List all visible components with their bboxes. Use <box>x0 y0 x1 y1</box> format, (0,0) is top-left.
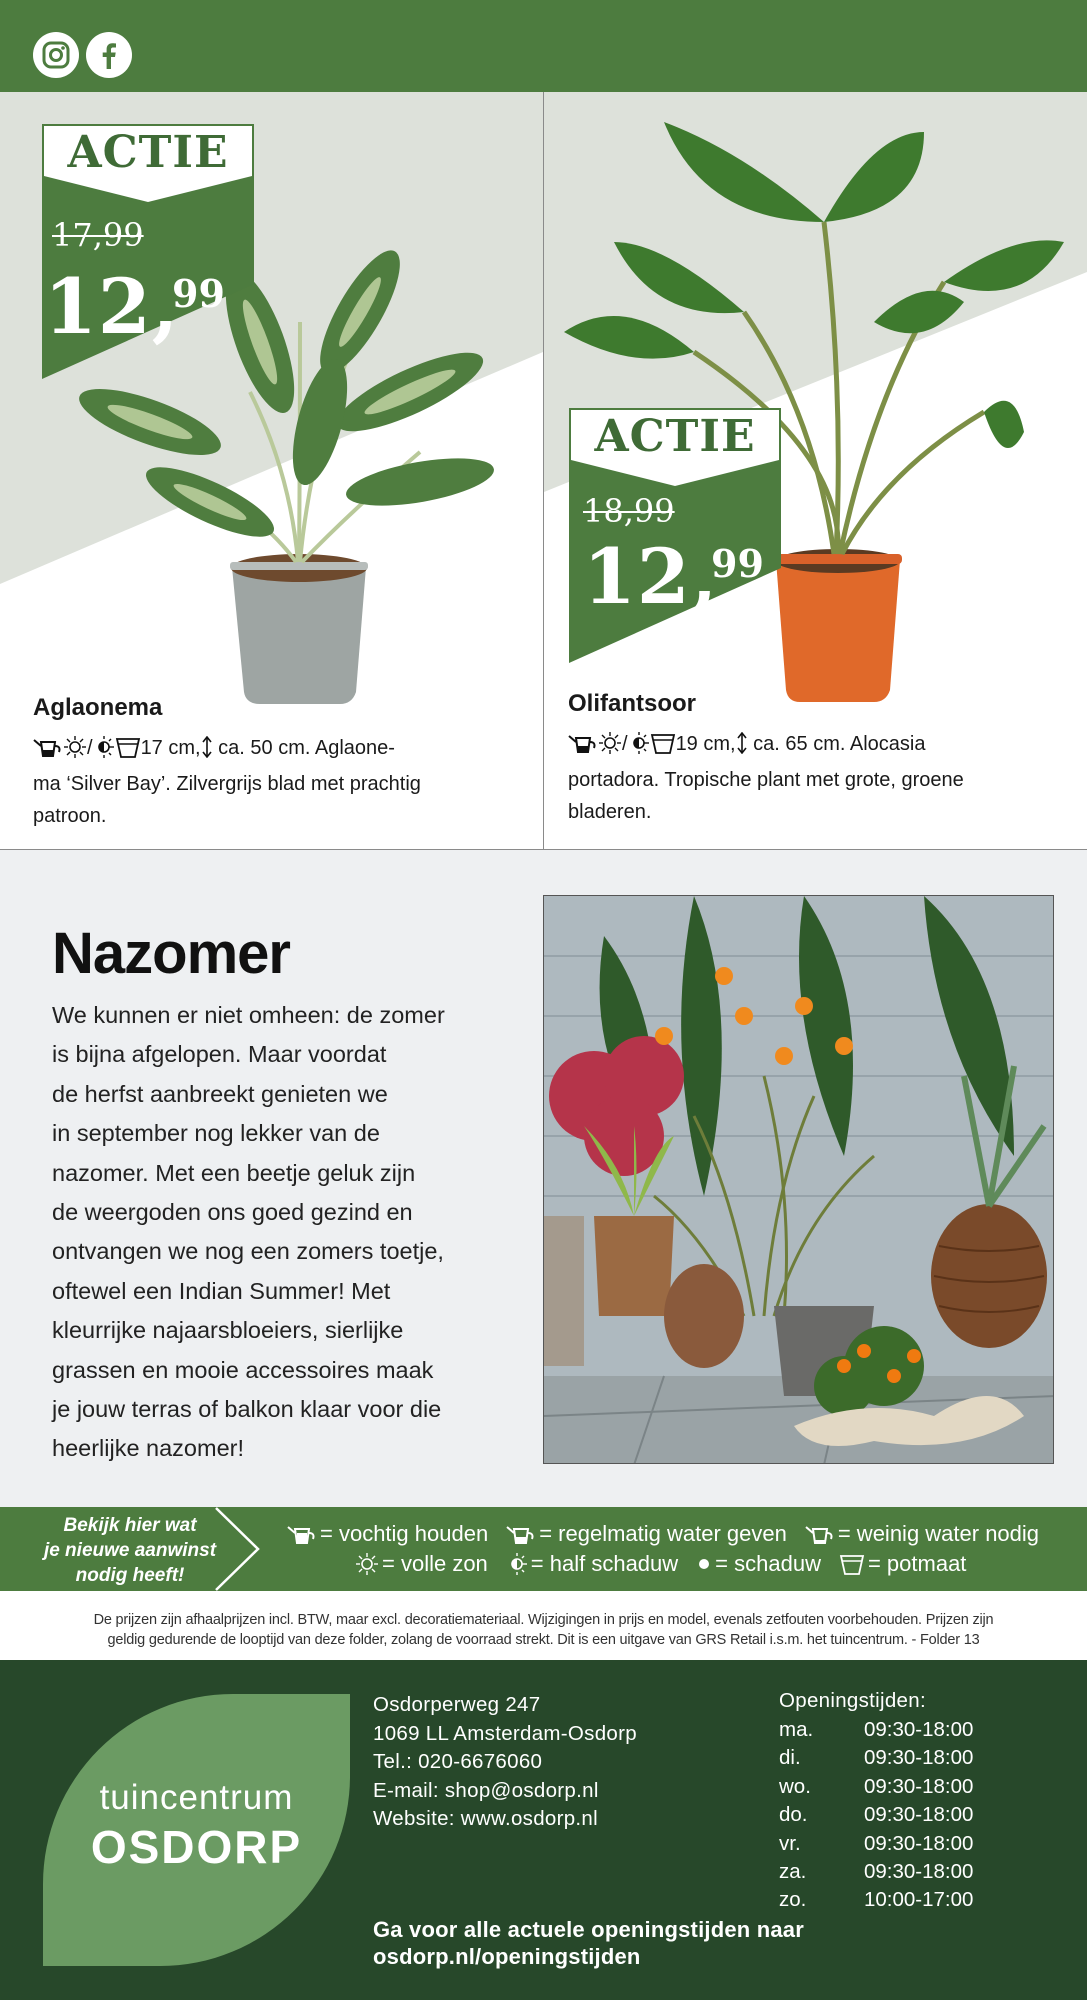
desc-line3: bladeren. <box>568 801 652 823</box>
body-line: de weergoden ons goed gezind en <box>52 1199 413 1226</box>
desc-line3: patroon. <box>33 805 107 827</box>
new-price-main: 12, <box>583 532 719 621</box>
body-line: ontvangen we nog een zomers toetje, <box>52 1238 444 1265</box>
address-street: Osdorperweg 247 <box>373 1693 541 1716</box>
hours-time: 09:30-18:00 <box>864 1774 974 1798</box>
price-badge <box>569 408 781 663</box>
body-line: nazomer. Met een beetje geluk zijn <box>52 1159 416 1186</box>
facebook-icon[interactable] <box>86 32 132 78</box>
new-price-main: 12, <box>44 262 180 351</box>
opening-hours-list <box>779 1716 973 1915</box>
hours-row <box>779 1744 973 1772</box>
watering-can-icon <box>33 736 63 768</box>
old-price: 17,99 <box>52 216 144 254</box>
hours-time: 09:30-18:00 <box>864 1831 974 1855</box>
height-arrow-icon <box>201 736 213 768</box>
body-line: de herfst aanbreekt genieten we <box>52 1080 388 1107</box>
sun-icon <box>63 736 87 768</box>
legend-pot: = potmaat <box>867 1551 967 1576</box>
watering-can-empty-icon <box>805 1523 835 1545</box>
half-shade-icon <box>93 736 115 768</box>
legend-row-water <box>287 1521 1053 1547</box>
actie-label: ACTIE <box>67 127 229 178</box>
bekijk-cta-link[interactable] <box>20 1513 240 1588</box>
legend-zon: = volle zon <box>382 1551 488 1576</box>
new-price-cents: 99 <box>711 541 764 586</box>
pot-size: 19 cm, <box>675 733 736 755</box>
hours-day: di. <box>779 1746 801 1770</box>
chevron-right-icon <box>212 1506 262 1592</box>
pot-icon <box>650 732 676 764</box>
plant-height: ca. 50 cm. <box>212 737 311 759</box>
new-price-cents: 99 <box>172 271 225 316</box>
disclaimer-line: De prijzen zijn afhaalprijzen incl. BTW, maar excl. decoratiemateriaal. Wijzigingen in prijs en model, evenals zetfouten voorbehouden. Prijzen zijn <box>93 1612 994 1628</box>
watering-can-half-icon <box>506 1523 536 1545</box>
hours-day: wo. <box>779 1774 811 1798</box>
hours-row <box>779 1716 973 1744</box>
hours-row <box>779 1858 973 1886</box>
shade-icon <box>696 1553 712 1575</box>
disclaimer-line: geldig gedurende de looptijd van deze folder, zolang de voorraad strekt. Dit is een uitgave van GRS Retail i.s.m. het tuincentrum. - Folder 13 <box>107 1632 980 1648</box>
hours-time: 09:30-18:00 <box>864 1803 974 1827</box>
product-card-aglaonema[interactable] <box>0 92 543 850</box>
body-line: je jouw terras of balkon klaar voor die <box>52 1396 442 1423</box>
old-price: 18,99 <box>583 492 675 530</box>
sun-icon <box>598 732 622 764</box>
logo-line2: OSDORP <box>90 1821 303 1873</box>
cta-line: Bekijk hier wat <box>63 1515 197 1536</box>
hours-row <box>779 1773 973 1801</box>
logo-line1: tuincentrum <box>99 1778 294 1817</box>
hours-row <box>779 1801 973 1829</box>
hours-day: ma. <box>779 1718 814 1741</box>
plant-height: ca. 65 cm. <box>747 733 846 755</box>
desc-line1: Alocasia <box>849 733 926 755</box>
price-badge <box>42 124 254 379</box>
hours-time: 09:30-18:00 <box>864 1860 974 1884</box>
body-line: grassen en mooie accessoires maak <box>52 1356 434 1383</box>
hours-row <box>779 1830 973 1858</box>
half-shade-icon <box>628 732 650 764</box>
store-address <box>373 1691 637 1834</box>
opening-hours-title: Openingstijden: <box>779 1689 926 1712</box>
legend-regelmatig: = regelmatig water geven <box>539 1521 787 1546</box>
legend-row-light <box>355 1551 980 1577</box>
hours-time: 10:00-17:00 <box>864 1888 974 1912</box>
hours-day: vr. <box>779 1831 801 1855</box>
product-title: Olifantsoor <box>568 690 697 717</box>
desc-line2: portadora. Tropische plant met grote, groene <box>568 769 964 791</box>
body-line: kleurrijke najaarsbloeiers, sierlijke <box>52 1317 404 1344</box>
pot-size: 17 cm, <box>140 737 201 759</box>
top-bar <box>0 0 1087 92</box>
opening-hours-link[interactable] <box>373 1916 804 1970</box>
email-link[interactable]: E-mail: shop@osdorp.nl <box>373 1778 599 1802</box>
hours-row <box>779 1886 973 1914</box>
legend-vochtig: = vochtig houden <box>320 1521 489 1546</box>
terrace-plants-photo <box>543 895 1054 1464</box>
legend-weinig: = weinig water nodig <box>837 1521 1040 1546</box>
actie-label: ACTIE <box>594 411 756 462</box>
hours-day: za. <box>779 1860 807 1884</box>
hours-time: 09:30-18:00 <box>864 1718 974 1741</box>
instagram-icon[interactable] <box>33 32 79 78</box>
body-line: We kunnen er niet omheen: de zomer <box>52 1002 445 1028</box>
pot-icon <box>115 736 141 768</box>
cta-line2: osdorp.nl/openingstijden <box>373 1944 641 1969</box>
phone-link[interactable]: Tel.: 020-6676060 <box>373 1750 543 1773</box>
website-link[interactable]: Website: www.osdorp.nl <box>373 1807 598 1830</box>
body-line: heerlijke nazomer! <box>52 1435 245 1462</box>
section-title: Nazomer <box>52 921 290 986</box>
body-line: oftewel een Indian Summer! Met <box>52 1277 391 1304</box>
half-shade-icon <box>506 1553 528 1575</box>
legend-schaduw: = schaduw <box>715 1551 821 1576</box>
hours-day: zo. <box>779 1888 807 1912</box>
section-body <box>52 996 502 1469</box>
hours-day: do. <box>779 1803 808 1827</box>
product-description: / 19 cm, ca. 65 cm. Alocasia portadora. Tropische plant met grote, groene bladeren. <box>568 728 1068 828</box>
product-description: / 17 cm, ca. 50 cm. Aglaone- ma ‘Silver Bay’. Zilvergrijs blad met prachtig patroon. <box>33 732 523 832</box>
desc-line1: Aglaone- <box>314 737 395 759</box>
hours-time: 09:30-18:00 <box>864 1746 974 1770</box>
cta-line: nodig heeft! <box>75 1565 185 1586</box>
disclaimer-text <box>30 1610 1057 1650</box>
watering-can-icon <box>568 732 598 764</box>
legend-half: = half schaduw <box>530 1551 679 1576</box>
pot-icon <box>839 1553 865 1575</box>
desc-line2: ma ‘Silver Bay’. Zilvergrijs blad met prachtig <box>33 773 421 795</box>
cta-line: je nieuwe aanwinst <box>43 1540 217 1561</box>
body-line: in september nog lekker van de <box>52 1120 380 1147</box>
watering-can-full-icon <box>287 1523 317 1545</box>
address-city: 1069 LL Amsterdam-Osdorp <box>373 1721 637 1745</box>
product-title: Aglaonema <box>33 694 163 721</box>
body-line: is bijna afgelopen. Maar voordat <box>52 1041 387 1068</box>
cta-line1: Ga voor alle actuele openingstijden naar <box>373 1917 805 1942</box>
height-arrow-icon <box>736 732 748 764</box>
sun-icon <box>355 1553 379 1575</box>
product-card-olifantsoor[interactable] <box>544 92 1087 850</box>
